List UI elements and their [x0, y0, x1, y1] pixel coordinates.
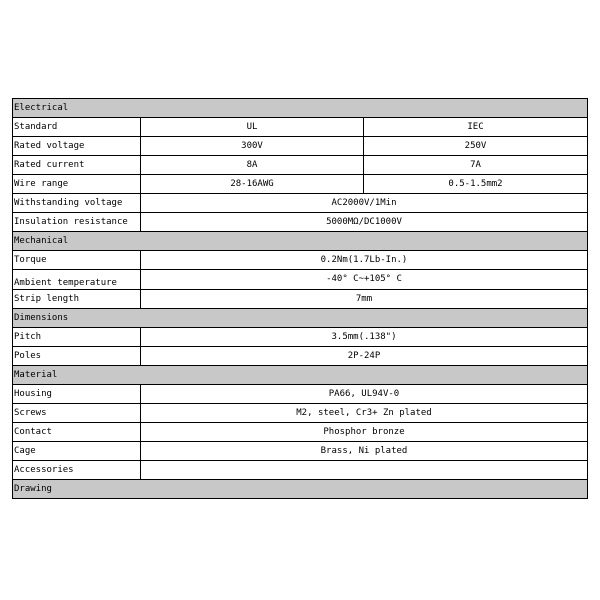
label-contact: Contact: [13, 423, 141, 442]
value-rated-voltage-iec: 250V: [364, 137, 588, 156]
value-wire-range-iec: 0.5-1.5mm2: [364, 175, 588, 194]
section-header-material: Material: [13, 366, 588, 385]
section-dimensions: [13, 309, 588, 328]
value-withstanding-voltage: AC2000V/1Min: [141, 194, 588, 213]
label-strip-length: Strip length: [13, 290, 141, 309]
label-poles: Poles: [13, 347, 141, 366]
label-screws: Screws: [13, 404, 141, 423]
row-cage: [13, 442, 588, 461]
label-withstanding-voltage: Withstanding voltage: [13, 194, 141, 213]
section-drawing: [13, 480, 588, 499]
label-rated-voltage: Rated voltage: [13, 137, 141, 156]
row-wire-range: [13, 175, 588, 194]
value-poles: 2P-24P: [141, 347, 588, 366]
value-rated-voltage-ul: 300V: [141, 137, 364, 156]
section-electrical: [13, 99, 588, 118]
section-mechanical: [13, 232, 588, 251]
value-screws: M2, steel, Cr3+ Zn plated: [141, 404, 588, 423]
row-accessories: [13, 461, 588, 480]
row-poles: [13, 347, 588, 366]
row-ambient-temperature: [13, 270, 588, 290]
value-standard-iec: IEC: [364, 118, 588, 137]
section-header-mechanical: Mechanical: [13, 232, 588, 251]
label-wire-range: Wire range: [13, 175, 141, 194]
row-withstanding-voltage: [13, 194, 588, 213]
spec-table: [12, 98, 588, 499]
row-rated-voltage: [13, 137, 588, 156]
value-contact: Phosphor bronze: [141, 423, 588, 442]
value-cage: Brass, Ni plated: [141, 442, 588, 461]
row-screws: [13, 404, 588, 423]
section-header-electrical: Electrical: [13, 99, 588, 118]
label-housing: Housing: [13, 385, 141, 404]
label-rated-current: Rated current: [13, 156, 141, 175]
value-torque: 0.2Nm(1.7Lb-In.): [141, 251, 588, 270]
value-housing: PA66, UL94V-0: [141, 385, 588, 404]
value-rated-current-ul: 8A: [141, 156, 364, 175]
value-wire-range-ul: 28-16AWG: [141, 175, 364, 194]
section-header-drawing: Drawing: [13, 480, 588, 499]
section-material: [13, 366, 588, 385]
value-pitch: 3.5mm(.138"): [141, 328, 588, 347]
label-accessories: Accessories: [13, 461, 141, 480]
label-torque: Torque: [13, 251, 141, 270]
row-rated-current: [13, 156, 588, 175]
label-cage: Cage: [13, 442, 141, 461]
value-strip-length: 7mm: [141, 290, 588, 309]
value-insulation-resistance: 5000MΩ/DC1000V: [141, 213, 588, 232]
row-strip-length: [13, 290, 588, 309]
label-pitch: Pitch: [13, 328, 141, 347]
row-pitch: [13, 328, 588, 347]
label-insulation-resistance: Insulation resistance: [13, 213, 141, 232]
row-torque: [13, 251, 588, 270]
row-standard: [13, 118, 588, 137]
row-contact: [13, 423, 588, 442]
value-ambient-temperature: -40° C~+105° C: [141, 270, 588, 290]
section-header-dimensions: Dimensions: [13, 309, 588, 328]
value-accessories: [141, 461, 588, 480]
label-ambient-temperature: Ambient temperature: [13, 270, 141, 290]
value-rated-current-iec: 7A: [364, 156, 588, 175]
row-housing: [13, 385, 588, 404]
label-standard: Standard: [13, 118, 141, 137]
value-standard-ul: UL: [141, 118, 364, 137]
row-insulation-resistance: [13, 213, 588, 232]
